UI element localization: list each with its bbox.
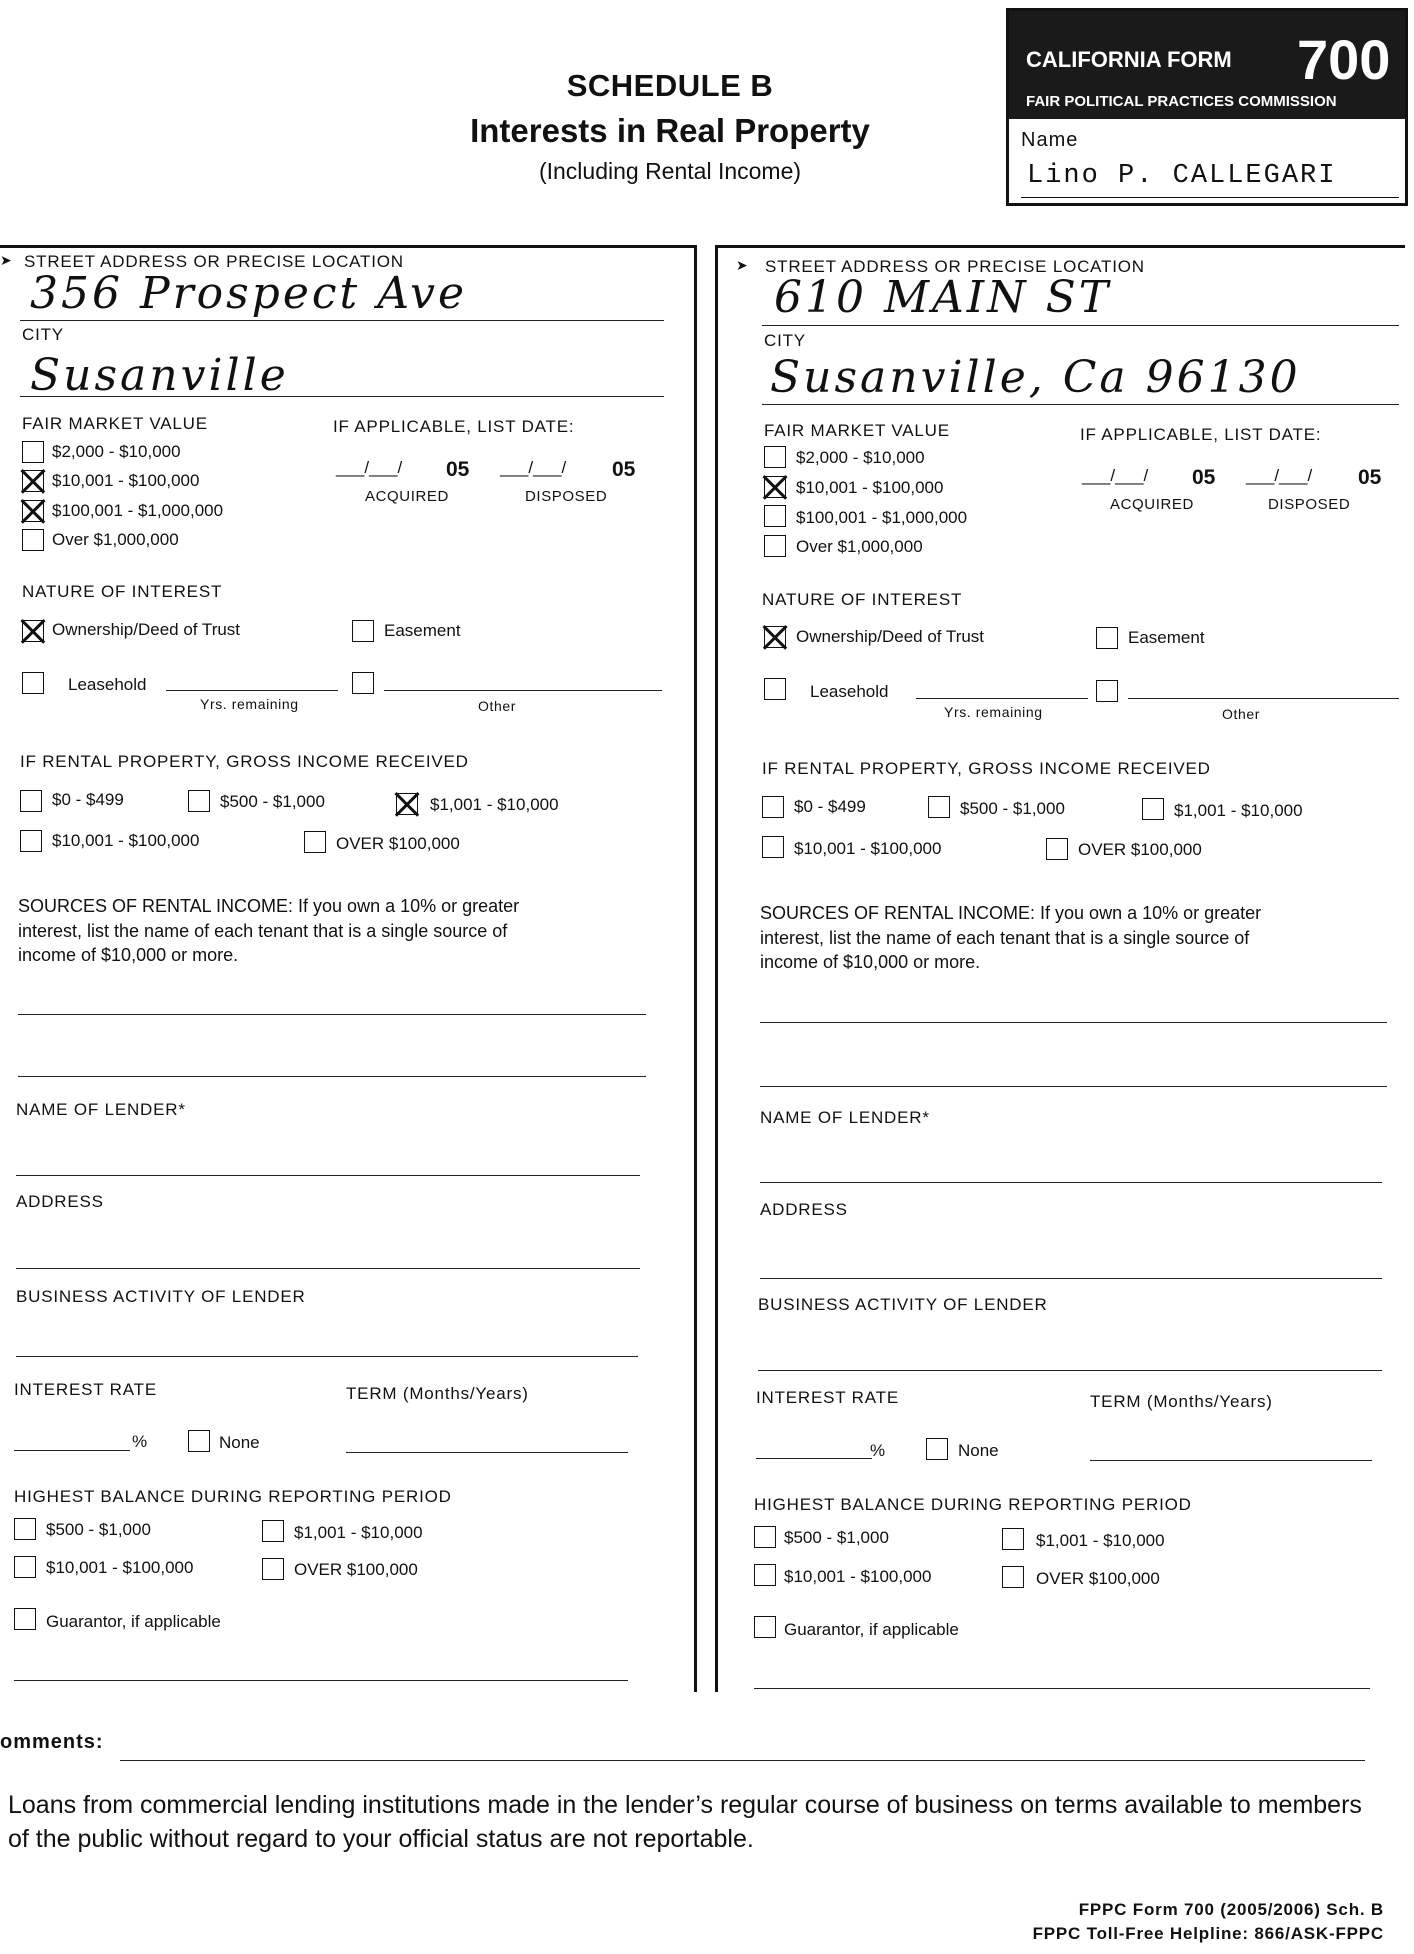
other-checkbox[interactable] [1096,680,1118,702]
fmv-option-4: Over $1,000,000 [796,537,923,556]
acquired-label: ACQUIRED [365,488,449,505]
schedule-heading: Interests in Real Property [470,112,870,149]
fmv-option-3: $100,001 - $1,000,000 [52,501,224,520]
fmv-checkbox-1[interactable] [22,441,44,463]
street-label: STREET ADDRESS OR PRECISE LOCATION [765,257,1145,276]
other-line [384,690,662,691]
city-line [20,396,664,397]
balance-checkbox-3[interactable] [754,1564,776,1586]
income-option-2: $500 - $1,000 [960,799,1065,818]
leasehold-option: Leasehold [810,682,889,701]
income-option-1: $0 - $499 [52,790,124,809]
form-reference: FPPC Form 700 (2005/2006) Sch. B [1078,1900,1384,1919]
name-value[interactable]: Lino P. CALLEGARI [1027,161,1337,191]
lender-footnote: Loans from commercial lending institutions made in the lender’s regular course of business on terms available to members of the public without regard to your official status are not reportable. [8,1791,1362,1853]
sources-text-3: income of $10,000 or more. [18,945,239,965]
fmv-option-1: $2,000 - $10,000 [796,448,925,467]
fmv-checkbox-2[interactable] [764,476,786,498]
sources-text-2: interest, list the name of each tenant that is a single source of [18,921,508,941]
list-date-label: IF APPLICABLE, LIST DATE: [333,417,575,436]
fmv-option-2: $10,001 - $100,000 [52,471,200,490]
street-line [762,325,1399,326]
other-label: Other [1222,706,1261,722]
balance-option-3: $10,001 - $100,000 [784,1567,932,1586]
highest-balance-label: HIGHEST BALANCE DURING REPORTING PERIOD [14,1487,452,1506]
commission-name: FAIR POLITICAL PRACTICES COMMISSION [1026,93,1337,110]
street-value[interactable]: 356 Prospect Ave [30,268,468,319]
business-label: BUSINESS ACTIVITY OF LENDER [758,1295,1048,1314]
comments-line[interactable] [120,1760,1365,1761]
sources-text-1: SOURCES OF RENTAL INCOME: If you own a 10% or greater [760,903,1262,923]
term-label: TERM (Months/Years) [346,1384,529,1403]
balance-option-2: $1,001 - $10,000 [294,1523,423,1542]
fmv-option-4: Over $1,000,000 [52,530,179,549]
acquired-date-slots: ___/___/ [336,458,403,477]
income-option-4: $10,001 - $100,000 [794,839,942,858]
ownership-option: Ownership/Deed of Trust [796,627,985,646]
fmv-checkbox-1[interactable] [764,446,786,468]
fmv-label: FAIR MARKET VALUE [764,421,950,440]
city-label: CITY [22,325,64,344]
yrs-remaining-label: Yrs. remaining [200,696,299,712]
address-line[interactable] [760,1278,1382,1279]
income-option-5: OVER $100,000 [1078,840,1202,859]
fmv-checkbox-3[interactable] [22,500,44,522]
easement-option: Easement [384,621,461,640]
sources-text-2: interest, list the name of each tenant that is a single source of [760,928,1250,948]
fmv-option-1: $2,000 - $10,000 [52,442,181,461]
disposed-date-slots: ___/___/ [1246,466,1313,485]
address-line[interactable] [16,1268,640,1269]
term-line[interactable] [1090,1460,1372,1461]
guarantor-line[interactable] [754,1688,1370,1689]
income-option-3: $1,001 - $10,000 [430,795,559,814]
helpline: FPPC Toll-Free Helpline: 866/ASK-FPPC [1032,1924,1384,1943]
other-line [1128,698,1399,699]
rate-none-checkbox[interactable] [188,1430,210,1452]
disposed-year[interactable]: 05 [1358,466,1382,489]
disposed-label: DISPOSED [525,488,608,505]
income-option-3: $1,001 - $10,000 [1174,801,1303,820]
highest-balance-label: HIGHEST BALANCE DURING REPORTING PERIOD [754,1495,1192,1514]
income-option-5: OVER $100,000 [336,834,460,853]
lender-label: NAME OF LENDER* [16,1100,186,1119]
city-value[interactable]: Susanville, Ca 96130 [770,352,1301,403]
income-checkbox-4[interactable] [20,830,42,852]
fmv-label: FAIR MARKET VALUE [22,414,208,433]
yrs-remaining-label: Yrs. remaining [944,704,1043,720]
leasehold-checkbox[interactable] [22,672,44,694]
nature-label: NATURE OF INTEREST [22,582,223,601]
street-label: STREET ADDRESS OR PRECISE LOCATION [24,252,404,271]
schedule-title: SCHEDULE B [566,68,774,103]
income-checkbox-3[interactable] [1142,798,1164,820]
balance-option-4: OVER $100,000 [294,1560,418,1579]
ownership-checkbox[interactable] [22,620,44,642]
fmv-option-3: $100,001 - $1,000,000 [796,508,968,527]
percent-sign: % [870,1441,886,1460]
list-date-label: IF APPLICABLE, LIST DATE: [1080,425,1322,444]
property-2-column [736,0,1414,1700]
acquired-date-slots: ___/___/ [1082,466,1149,485]
street-value[interactable]: 610 MAIN ST [774,272,1112,323]
balance-option-1: $500 - $1,000 [784,1528,889,1547]
percent-sign: % [132,1432,148,1451]
income-checkbox-3[interactable] [396,793,418,815]
fmv-checkbox-3[interactable] [764,505,786,527]
balance-option-1: $500 - $1,000 [46,1520,151,1539]
lender-line[interactable] [16,1175,640,1176]
rate-none-option: None [958,1441,999,1460]
easement-checkbox[interactable] [352,620,374,642]
city-label: CITY [764,331,806,350]
rate-none-checkbox[interactable] [926,1438,948,1460]
interest-rate-label: INTEREST RATE [756,1388,899,1407]
balance-checkbox-1[interactable] [14,1518,36,1540]
schedule-subtitle: (Including Rental Income) [538,158,802,184]
income-checkbox-1[interactable] [20,790,42,812]
balance-checkbox-2[interactable] [262,1520,284,1542]
interest-rate-label: INTEREST RATE [14,1380,157,1399]
guarantor-checkbox[interactable] [754,1616,776,1638]
bullet-arrow-icon: ➤ [0,252,12,268]
rate-none-option: None [219,1433,260,1452]
ownership-option: Ownership/Deed of Trust [52,620,241,639]
acquired-year[interactable]: 05 [446,458,470,481]
rental-income-label: IF RENTAL PROPERTY, GROSS INCOME RECEIVED [20,752,469,771]
income-checkbox-4[interactable] [762,836,784,858]
disposed-date-slots: ___/___/ [500,458,567,477]
balance-checkbox-2[interactable] [1002,1528,1024,1550]
business-line[interactable] [16,1356,638,1357]
balance-option-4: OVER $100,000 [1036,1569,1160,1588]
income-checkbox-2[interactable] [188,790,210,812]
business-line[interactable] [758,1370,1382,1371]
property-1-column [0,0,700,1700]
term-label: TERM (Months/Years) [1090,1392,1273,1411]
guarantor-option: Guarantor, if applicable [784,1620,959,1639]
yrs-remaining-line [916,698,1088,699]
easement-checkbox[interactable] [1096,627,1118,649]
guarantor-option: Guarantor, if applicable [46,1612,221,1631]
fmv-checkbox-4[interactable] [22,529,44,551]
bullet-arrow-icon: ➤ [736,257,748,273]
disposed-label: DISPOSED [1268,496,1351,513]
form-label: CALIFORNIA FORM [1026,47,1232,72]
income-option-2: $500 - $1,000 [220,792,325,811]
city-value[interactable]: Susanville [30,350,289,401]
tenant-line-2[interactable] [760,1086,1387,1087]
income-option-1: $0 - $499 [794,797,866,816]
yrs-remaining-line [166,690,338,691]
rental-income-label: IF RENTAL PROPERTY, GROSS INCOME RECEIVED [762,759,1211,778]
balance-checkbox-4[interactable] [1002,1566,1024,1588]
sources-text-3: income of $10,000 or more. [760,952,981,972]
balance-checkbox-3[interactable] [14,1556,36,1578]
term-line[interactable] [346,1452,628,1453]
income-checkbox-5[interactable] [1046,838,1068,860]
tenant-line-1[interactable] [760,1022,1387,1023]
guarantor-checkbox[interactable] [14,1608,36,1630]
lender-label: NAME OF LENDER* [760,1108,930,1127]
interest-rate-line[interactable] [14,1450,130,1451]
leasehold-checkbox[interactable] [764,678,786,700]
balance-option-3: $10,001 - $100,000 [46,1558,194,1577]
address-label: ADDRESS [760,1200,848,1219]
other-checkbox[interactable] [352,672,374,694]
sources-text-1: SOURCES OF RENTAL INCOME: If you own a 10% or greater [18,896,520,916]
lender-line[interactable] [760,1182,1382,1183]
fmv-checkbox-4[interactable] [764,535,786,557]
comments-label: omments: [0,1731,104,1753]
interest-rate-line[interactable] [756,1458,872,1459]
tenant-line-2[interactable] [18,1076,646,1077]
balance-option-2: $1,001 - $10,000 [1036,1531,1165,1550]
income-option-4: $10,001 - $100,000 [52,831,200,850]
fmv-option-2: $10,001 - $100,000 [796,478,944,497]
tenant-line-1[interactable] [18,1014,646,1015]
fmv-checkbox-2[interactable] [22,470,44,492]
income-checkbox-2[interactable] [928,796,950,818]
acquired-label: ACQUIRED [1110,496,1194,513]
street-line [20,320,664,321]
address-label: ADDRESS [16,1192,104,1211]
ownership-checkbox[interactable] [764,626,786,648]
other-label: Other [478,698,517,714]
acquired-year[interactable]: 05 [1192,466,1216,489]
business-label: BUSINESS ACTIVITY OF LENDER [16,1287,306,1306]
leasehold-option: Leasehold [68,675,147,694]
balance-checkbox-4[interactable] [262,1558,284,1580]
form-number: 700 [1297,28,1391,91]
guarantor-line[interactable] [14,1680,628,1681]
disposed-year[interactable]: 05 [612,458,636,481]
name-label: Name [1021,129,1079,151]
income-checkbox-1[interactable] [762,796,784,818]
city-line [762,404,1399,405]
easement-option: Easement [1128,628,1205,647]
nature-label: NATURE OF INTEREST [762,590,963,609]
balance-checkbox-1[interactable] [754,1526,776,1548]
income-checkbox-5[interactable] [304,831,326,853]
